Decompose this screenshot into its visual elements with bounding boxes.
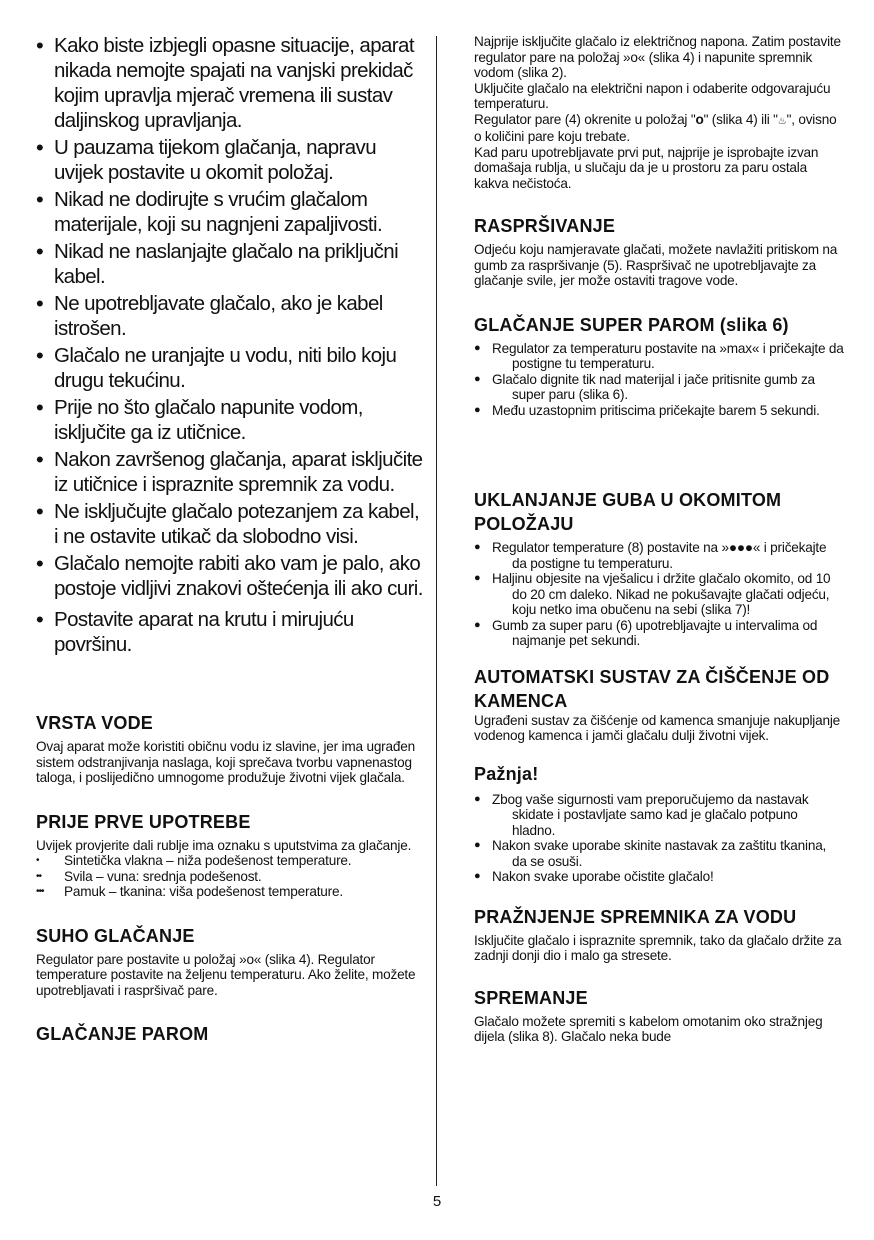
left-column (36, 33, 428, 1050)
list-item: • Glačalo ne uranjajte u vodu, niti bilo koju drugu tekućinu. (36, 343, 428, 393)
attention-section (474, 762, 844, 885)
dots-icon: • (36, 855, 39, 866)
paragraph: Najprije isključite glačalo iz električnog napona. Zatim postavite regulator pare na položaj »o« (slika 4) i napunite spremnik vodom (slika 2). (474, 34, 841, 80)
section-title: AUTOMATSKI SUSTAV ZA ČIŠČENJE OD KAMENCA (474, 666, 830, 711)
emptying-section (474, 905, 844, 964)
section-text: Glačalo možete spremiti s kabelom omotanim oko stražnjeg dijela (slika 8). Glačalo neka bude (474, 1013, 823, 1044)
super-steam-list (474, 341, 844, 419)
temperature-list (36, 853, 428, 900)
list-item: • Nakon završenog glačanja, aparat isključite iz utičnice i ispraznite spremnik za vodu. (36, 447, 428, 497)
vertical-steam-section (474, 488, 844, 649)
list-item: • Glačalo nemojte rabiti ako vam je palo, ako postoje vidljivi znakovi oštećenja ili ako curi. (36, 551, 428, 601)
section-title: GLAČANJE SUPER PAROM (slika 6) (474, 314, 789, 335)
section-title: UKLANJANJE GUBA U OKOMITOM POLOŽAJU (474, 490, 782, 534)
paragraph: Kad paru upotrebljavate prvi put, najprije je isprobajte izvan domašaja rublja, u slučaju da je u prostoru za paru ostala kakva nečistoća. (474, 144, 819, 191)
list-item: ● Gumb za super paru (6) upotrebljavajte u intervalima od najmanje pet sekundi. (474, 618, 844, 649)
water-type-section (36, 711, 428, 786)
paragraph: Regulator pare (4) okrenite u položaj "o" (slika 4) ili "♨", ovisno o količini pare koju trebate. (474, 111, 837, 144)
steam-ironing-section (36, 1022, 428, 1046)
dots-icon: ••• (36, 886, 44, 897)
page-number: 5 (432, 1193, 442, 1210)
attention-list (474, 792, 844, 885)
section-text: Odjeću koju namjeravate glačati, možete navlažiti pritiskom na gumb za raspršivanje (5). Raspršivač ne upotrebljavajte za glačanje svile, jer može ostaviti tragove vode. (474, 242, 838, 288)
column-divider (436, 36, 437, 1186)
section-text: Ovaj aparat može koristiti običnu vodu iz slavine, jer ima ugrađen sistem odstranjivanja naslaga, koji sprečava tvorbu vapnenastog taloga, i poslijedično umnogome produžuje životni vijek glačala. (36, 739, 415, 785)
anticalc-section (474, 665, 844, 744)
list-item: • Prije no što glačalo napunite vodom, isključite ga iz utičnice. (36, 395, 428, 445)
section-text: Isključite glačalo i ispraznite spremnik, tako da glačalo držite za zadnji donji dio i malo ga stresete. (474, 932, 842, 963)
section-title: VRSTA VODE (36, 713, 154, 733)
list-item: ● Haljinu objesite na vješalicu i držite glačalo okomito, od 10 do 20 cm daleko. Nikad ne pokušavajte glačati odjeću, koju netko ima obučenu na sebi (slika 7)! (474, 571, 844, 618)
steam-icon: ♨ (777, 115, 787, 127)
paragraph: Uključite glačalo na električni napon i odaberite odgovarajuću temperaturu. (474, 80, 831, 111)
vertical-steam-list (474, 540, 844, 649)
storage-section (474, 986, 844, 1045)
spraying-section (474, 214, 844, 289)
list-item: ● Glačalo dignite tik nad materijal i jače pritisnite gumb za super paru (slika 6). (474, 372, 844, 403)
list-item: ● Regulator za temperaturu postavite na »max« i pričekajte da postigne tu temperaturu. (474, 341, 844, 372)
list-item: •• Svila – vuna: srednja podešenost. (36, 868, 262, 884)
list-item: ● Zbog vaše sigurnosti vam preporučujemo da nastavak skidate i postavljate samo kad je glačalo potpuno hladno. (474, 792, 844, 839)
list-item: • U pauzama tijekom glačanja, napravu uvijek postavite u okomit položaj. (36, 135, 428, 185)
section-text: Ugrađeni sustav za čišćenje od kamenca smanjuje nakupljanje vodenog kamenca i jamči glačalu dulji životni vijek. (474, 712, 841, 743)
list-item: ● Nakon svake uporabe skinite nastavak za zaštitu tkanina, da se osuši. (474, 838, 844, 869)
super-steam-section (474, 313, 844, 419)
safety-warnings-list (36, 33, 428, 657)
section-title: Pažnja! (474, 763, 539, 784)
dry-ironing-section (36, 924, 428, 999)
section-title: GLAČANJE PAROM (36, 1024, 209, 1044)
list-item: ● Nakon svake uporabe očistite glačalo! (474, 869, 844, 885)
list-item: • Ne upotrebljavate glačalo, ako je kabel istrošen. (36, 291, 428, 341)
list-item: • Postavite aparat na krutu i mirujuću površinu. (36, 607, 428, 657)
list-item: • Ne isključujte glačalo potezanjem za kabel, i ne ostavite utikač da slobodno visi. (36, 499, 428, 549)
section-title: PRIJE PRVE UPOTREBE (36, 811, 251, 832)
section-text: Regulator pare postavite u položaj »o« (slika 4). Regulator temperature postavite na željenu temperaturu. Ako želite, možete upotrebljavati i raspršivač pare. (36, 951, 416, 998)
dots-icon: •• (36, 870, 42, 882)
before-first-use-section (36, 810, 428, 900)
list-item: • Nikad ne dodirujte s vrućim glačalom materijale, koji su nagnjeni zapaljivosti. (36, 187, 428, 237)
section-title: SPREMANJE (474, 987, 588, 1008)
section-title: PRAŽNJENJE SPREMNIKA ZA VODU (474, 906, 797, 927)
steam-intro-section (474, 34, 844, 191)
list-item: • Nikad ne naslanjajte glačalo na priključni kabel. (36, 239, 428, 289)
list-item: • Sintetička vlakna – niža podešenost temperature. (36, 853, 352, 868)
list-item: ••• Pamuk – tkanina: viša podešenost temperature. (36, 884, 343, 899)
right-column (474, 34, 844, 1045)
section-title: RASPRŠIVANJE (474, 216, 616, 236)
list-item: ● Regulator temperature (8) postavite na »●●●« i pričekajte da postigne tu temperaturu. (474, 540, 844, 571)
list-item: ● Među uzastopnim pritiscima pričekajte barem 5 sekundi. (474, 403, 844, 419)
list-item: • Kako biste izbjegli opasne situacije, aparat nikada nemojte spajati na vanjski prekidač kojim upravlja mjerač vremena ili sustav daljinskog upravljanja. (36, 33, 428, 133)
section-text: Uvijek provjerite dali rublje ima oznaku s uputstvima za glačanje. (36, 837, 412, 853)
section-title: SUHO GLAČANJE (36, 925, 195, 946)
